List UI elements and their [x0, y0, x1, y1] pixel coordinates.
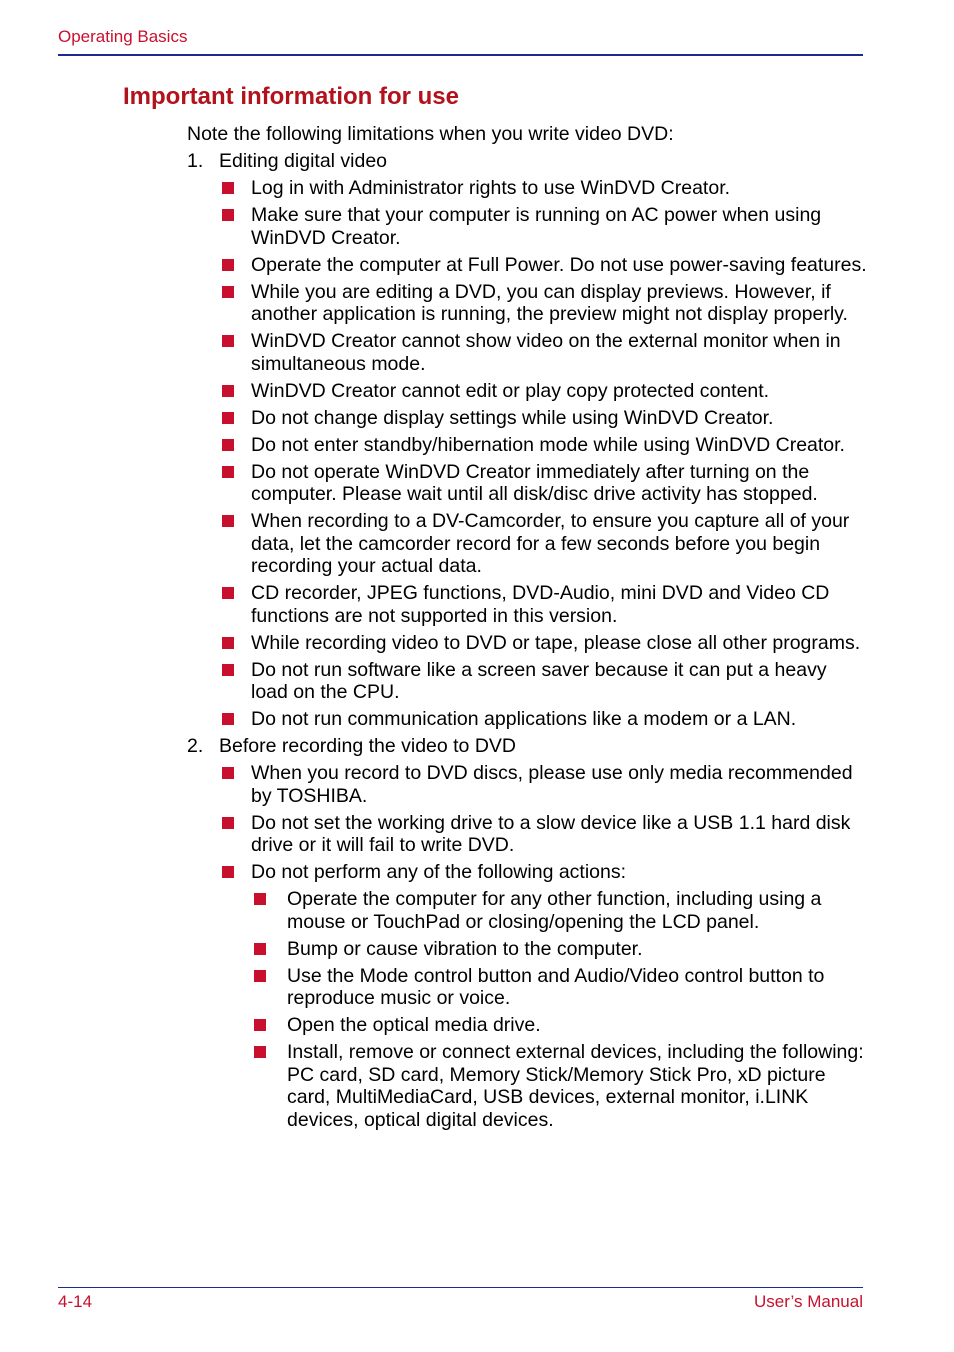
square-bullet-icon — [222, 515, 234, 527]
list-item: WinDVD Creator cannot show video on the external monitor when in simultaneous mode. — [187, 330, 867, 375]
square-bullet-icon — [222, 385, 234, 397]
list-item: Do not run communication applications like a modem or a LAN. — [187, 708, 867, 731]
sub-list-item: Use the Mode control button and Audio/Video control button to reproduce music or voice. — [187, 965, 867, 1010]
section-title: Important information for use — [123, 83, 459, 110]
square-bullet-icon — [222, 866, 234, 878]
list-item: Do not change display settings while using WinDVD Creator. — [187, 407, 867, 430]
square-bullet-icon — [222, 259, 234, 271]
manual-name: User’s Manual — [754, 1292, 863, 1311]
list-item: CD recorder, JPEG functions, DVD-Audio, mini DVD and Video CD functions are not supported in this version. — [187, 582, 867, 627]
square-bullet-icon — [254, 1019, 266, 1031]
list-item: Do not perform any of the following actions: — [187, 861, 867, 884]
square-bullet-icon — [222, 767, 234, 779]
square-bullet-icon — [254, 1046, 266, 1058]
section-number: 2. — [187, 735, 204, 757]
list-item: Make sure that your computer is running on AC power when using WinDVD Creator. — [187, 204, 867, 249]
square-bullet-icon — [222, 713, 234, 725]
list-item: Do not operate WinDVD Creator immediately after turning on the computer. Please wait until all disk/disc drive activity has stopped. — [187, 461, 867, 506]
intro-paragraph: Note the following limitations when you write video DVD: — [187, 123, 674, 145]
section-heading-text: Before recording the video to DVD — [219, 735, 516, 757]
list-item: Log in with Administrator rights to use WinDVD Creator. — [187, 177, 867, 200]
list-item: Do not enter standby/hibernation mode while using WinDVD Creator. — [187, 434, 867, 457]
running-header: Operating Basics — [58, 27, 188, 46]
sub-list-item: Open the optical media drive. — [187, 1014, 867, 1037]
list-item: Do not run software like a screen saver because it can put a heavy load on the CPU. — [187, 659, 867, 704]
square-bullet-icon — [222, 335, 234, 347]
list-item: WinDVD Creator cannot edit or play copy protected content. — [187, 380, 867, 403]
page-number: 4-14 — [58, 1292, 93, 1311]
square-bullet-icon — [222, 182, 234, 194]
list-item: When recording to a DV-Camcorder, to ensure you capture all of your data, let the camcorder record for a few seconds before you begin recording your actual data. — [187, 510, 867, 578]
bullet-list-editing — [187, 177, 867, 731]
section-heading-text: Editing digital video — [219, 150, 388, 172]
square-bullet-icon — [222, 637, 234, 649]
device-list: PC card, SD card, Memory Stick/Memory Stick Pro, xD picture card, MultiMediaCard, USB devices, external monitor, i.LINK devices, optical digital devices. — [287, 1063, 826, 1131]
square-bullet-icon — [254, 970, 266, 982]
square-bullet-icon — [222, 412, 234, 424]
section-heading-2 — [187, 735, 867, 758]
list-item: While recording video to DVD or tape, please close all other programs. — [187, 632, 867, 655]
section-number: 1. — [187, 150, 204, 172]
list-item: When you record to DVD discs, please use only media recommended by TOSHIBA. — [187, 762, 867, 807]
footer-rule — [58, 1287, 863, 1288]
list-item: Do not set the working drive to a slow device like a USB 1.1 hard disk drive or it will fail to write DVD. — [187, 812, 867, 857]
square-bullet-icon — [254, 893, 266, 905]
square-bullet-icon — [222, 664, 234, 676]
sub-list-item: Install, remove or connect external devices, including the following: PC card, SD card, Memory Stick/Memory Stick Pro, xD picture card, MultiMediaCard, USB devices, external monitor, i.LINK devices, optical digital devices. — [187, 1041, 867, 1131]
section-heading-1 — [187, 150, 867, 173]
bullet-list-recording — [187, 762, 867, 1131]
square-bullet-icon — [222, 817, 234, 829]
page-content — [187, 123, 867, 1136]
header-rule — [58, 54, 863, 56]
square-bullet-icon — [222, 587, 234, 599]
square-bullet-icon — [222, 286, 234, 298]
square-bullet-icon — [254, 943, 266, 955]
list-item: Operate the computer at Full Power. Do not use power-saving features. — [187, 254, 867, 277]
square-bullet-icon — [222, 466, 234, 478]
square-bullet-icon — [222, 439, 234, 451]
sub-list-item: Operate the computer for any other function, including using a mouse or TouchPad or closing/opening the LCD panel. — [187, 888, 867, 933]
square-bullet-icon — [222, 209, 234, 221]
list-item: While you are editing a DVD, you can display previews. However, if another application is running, the preview might not display properly. — [187, 281, 867, 326]
sub-list-item: Bump or cause vibration to the computer. — [187, 938, 867, 961]
